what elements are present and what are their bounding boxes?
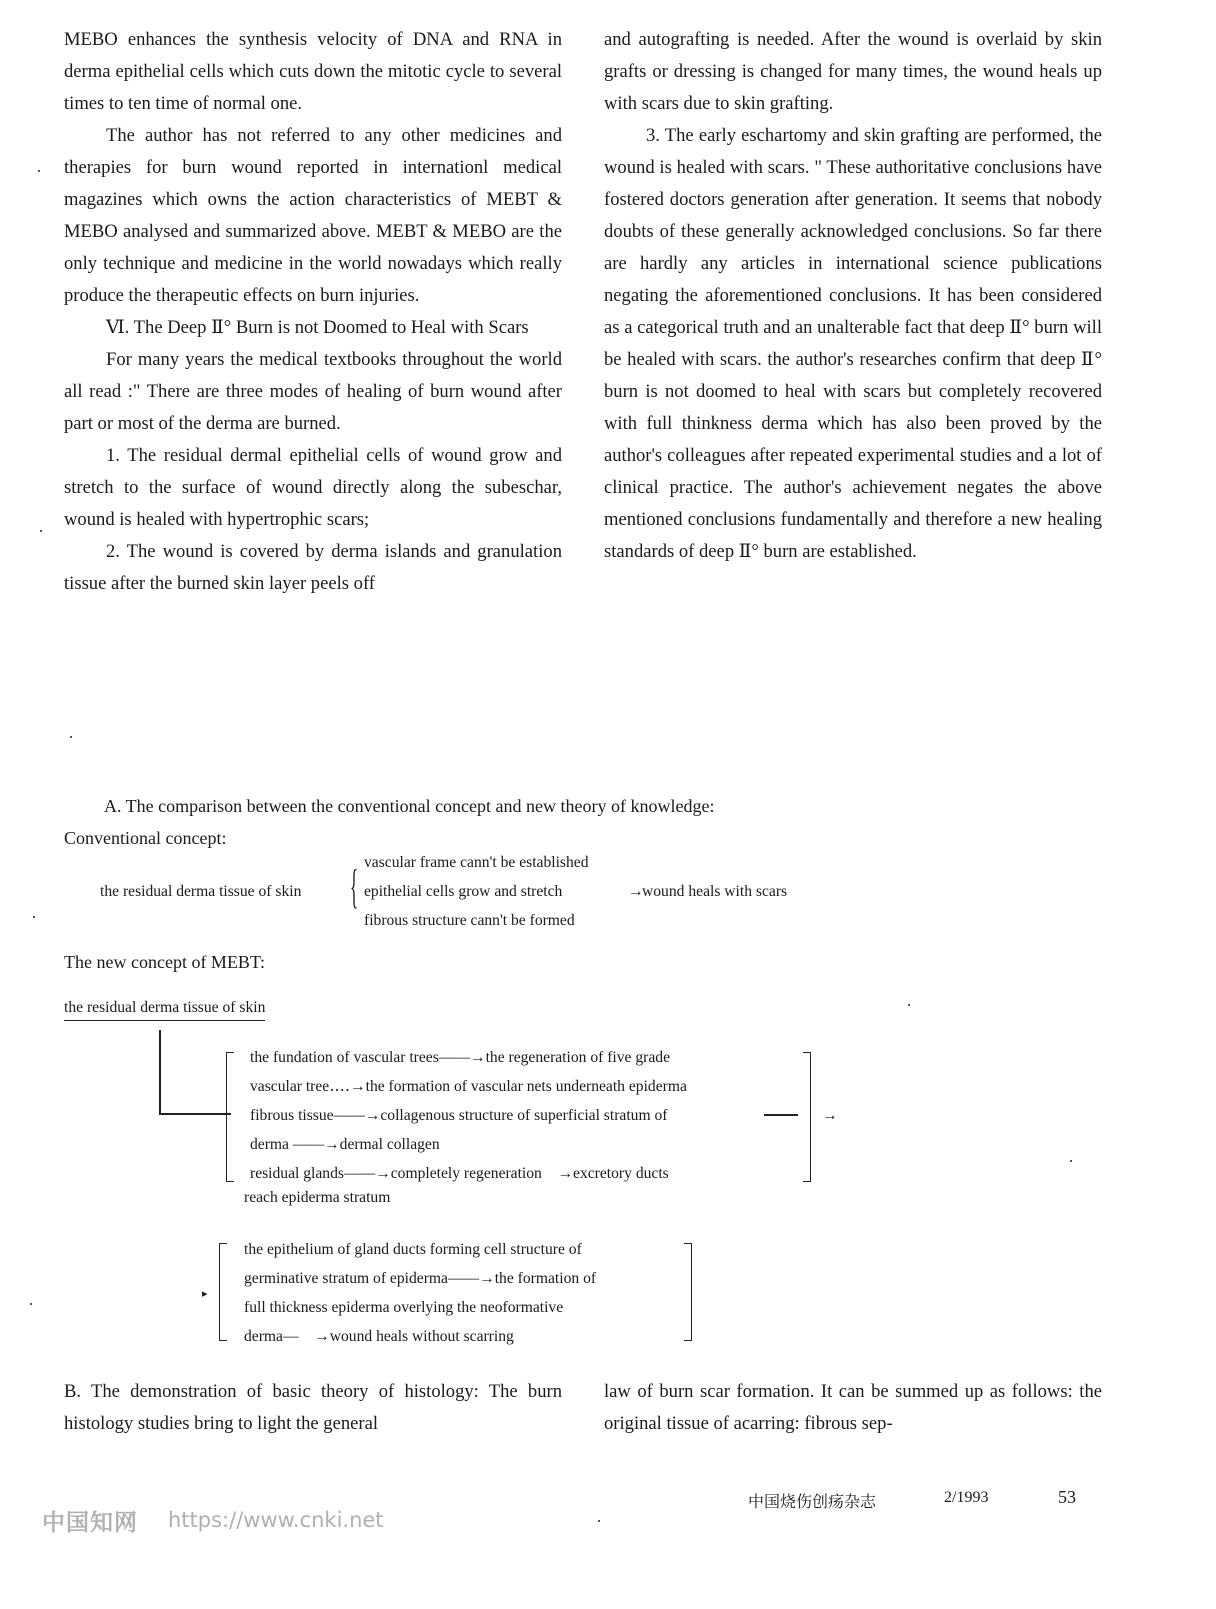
right-column	[604, 24, 1102, 568]
scan-speck	[40, 530, 42, 532]
conventional-subject: the residual derma tissue of skin	[100, 883, 302, 900]
paragraph: 2. The wound is covered by derma islands and granulation tissue after the burned skin layer peels off	[64, 541, 562, 594]
connector-line	[159, 1113, 231, 1115]
watermark-logo: 中国知网	[42, 1510, 138, 1536]
paragraph: The author has not referred to any other medicines and therapies for burn wound reported in internationl medical magazines which owns the action characteristics of MEBT & MEBO analysed and summarized above. MEBT & MEBO are the only technique and medicine in the world nowadays which really produce the therapeutic effects on burn injuries.	[64, 125, 562, 306]
section-b-right-text: law of burn scar formation. It can be summed up as follows: the original tissue of acarring: fibrous sep-	[604, 1381, 1102, 1434]
conventional-brace: {	[350, 860, 359, 913]
section-a-heading: A. The comparison between the conventional concept and new theory of knowledge:	[104, 796, 715, 816]
scan-speck	[38, 170, 40, 172]
paragraph: MEBO enhances the synthesis velocity of DNA and RNA in derma epithelial cells which cuts down the mitotic cycle to several times to ten time of normal one.	[64, 29, 562, 114]
scan-speck	[70, 736, 72, 738]
bracket-right	[803, 1052, 811, 1182]
conventional-item: epithelial cells grow and stretch	[364, 883, 563, 900]
section-b-left-text: B. The demonstration of basic theory of histology: The burn histology studies bring to light the general	[64, 1381, 562, 1434]
paragraph: 1. The residual dermal epithelial cells of wound grow and stretch to the surface of wound directly along the subeschar, wound is healed with hypertrophic scars;	[64, 445, 562, 530]
new-subject: the residual derma tissue of skin	[64, 996, 265, 1021]
conventional-item: vascular frame cann't be established	[364, 854, 589, 871]
new-concept-line: vascular tree‥‥→the formation of vascular nets underneath epiderma	[250, 1078, 687, 1095]
paragraph: Ⅵ. The Deep Ⅱ° Burn is not Doomed to Heal with Scars	[106, 317, 529, 338]
final-line: germinative stratum of epiderma——→the formation of	[244, 1270, 597, 1287]
section-b-left	[64, 1376, 562, 1440]
new-concept-line: derma ——→dermal collagen	[250, 1136, 440, 1153]
watermark-url[interactable]: https://www.cnki.net	[168, 1508, 384, 1532]
bracket-right	[684, 1243, 692, 1341]
footer-page-number: 53	[1058, 1487, 1076, 1507]
conventional-item: fibrous structure cann't be formed	[364, 912, 575, 929]
conventional-label: Conventional concept:	[64, 828, 227, 848]
arrow-icon: →	[822, 1107, 838, 1124]
arrow-icon: →	[628, 883, 644, 900]
connector-line	[764, 1114, 798, 1116]
scan-speck	[598, 1520, 600, 1522]
final-line: full thickness epiderma overlying the neoformative	[244, 1299, 564, 1316]
bracket-left	[226, 1052, 234, 1182]
footer-issue: 2/1993	[944, 1489, 989, 1506]
scan-speck	[30, 1303, 32, 1305]
scan-speck	[33, 916, 35, 918]
new-concept-line: fibrous tissue——→collagenous structure of superficial stratum of	[250, 1107, 668, 1124]
scan-speck	[908, 1004, 910, 1006]
paragraph: and autografting is needed. After the wound is overlaid by skin grafts or dressing is changed for many times, the wound heals up with scars due to skin grafting.	[604, 29, 1102, 114]
conventional-result: wound heals with scars	[642, 883, 788, 900]
arrow-icon: ▸	[202, 1288, 208, 1300]
connector-line	[159, 1030, 161, 1114]
new-concept-line: residual glands——→completely regeneration →excretory ducts	[250, 1165, 669, 1182]
paragraph: For many years the medical textbooks throughout the world all read :" There are three modes of healing of burn wound after part or most of the derma are burned.	[64, 349, 562, 434]
new-concept-label: The new concept of MEBT:	[64, 952, 266, 972]
new-concept-line: the fundation of vascular trees——→the regeneration of five grade	[250, 1049, 670, 1066]
scan-speck	[1070, 1160, 1072, 1162]
footer-journal: 中国烧伤创疡杂志	[748, 1492, 877, 1511]
final-line: derma— →wound heals without scarring	[244, 1328, 514, 1345]
bracket-left	[219, 1243, 227, 1341]
new-concept-line: reach epiderma stratum	[244, 1189, 391, 1206]
paragraph: 3. The early eschartomy and skin grafting are performed, the wound is healed with scars. " These authoritative conclusions have fostered doctors generation after generation. It seems that nobody doubts of these generally acknowledged conclusions. So far there are hardly any articles in international science publications negating the aforementioned conclusions. It has been considered as a categorical truth and an unalterable fact that deep Ⅱ° burn will be healed with scars. the author's researches confirm that deep Ⅱ° burn is not doomed to heal with scars but completely recovered with full thinkness derma which has also been proved by the author's colleagues after repeated experimental studies and a lot of clinical practice. The author's achievement negates the above mentioned conclusions fundamentally and therefore a new healing standards of deep Ⅱ° burn are established.	[604, 125, 1102, 562]
section-b-right	[604, 1376, 1102, 1440]
final-line: the epithelium of gland ducts forming cell structure of	[244, 1241, 582, 1258]
left-column	[64, 24, 562, 600]
